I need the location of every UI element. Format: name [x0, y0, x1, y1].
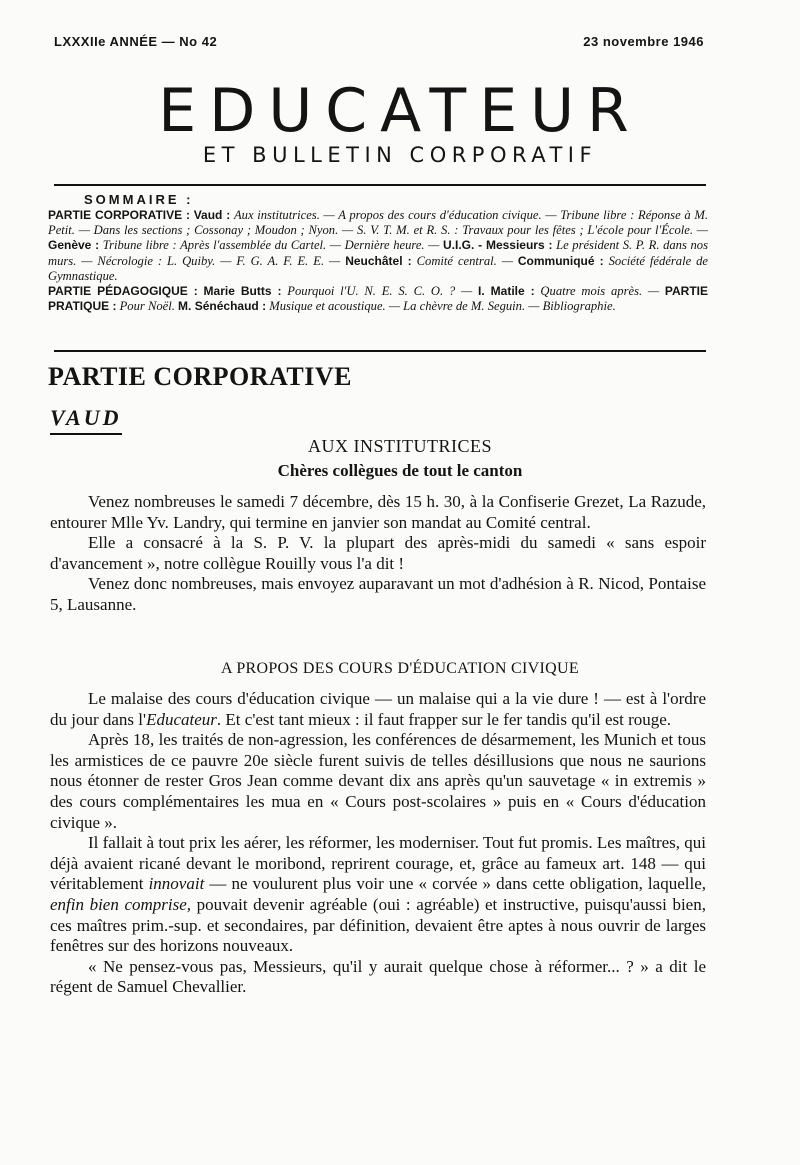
table-of-contents — [48, 208, 708, 314]
journal-title: EDUCATEUR — [158, 76, 642, 146]
toc-label: Neuchâtel : — [345, 253, 412, 268]
toc-entry: Pourquoi l'U. N. E. S. C. O. ? — — [287, 284, 473, 299]
toc-entry: Le président S. P. R. dans nos murs. — Nécrologie : L. Quiby. — F. G. A. F. E. E. — — [48, 238, 708, 268]
text-emphasis: innovait — [148, 874, 205, 894]
toc-label: I. Matile : — [478, 284, 535, 299]
paragraph — [50, 689, 706, 730]
divider-bottom — [54, 350, 706, 352]
section-title: PARTIE CORPORATIVE — [48, 362, 352, 391]
text-emphasis: enfin bien comprise, — [50, 894, 192, 914]
issue-number: LXXXIIe ANNÉE — No 42 — [54, 34, 218, 49]
text: . Et c'est tant mieux : il faut frapper sur le fer tandis qu'il est rouge. — [216, 709, 672, 729]
text: pouvait devenir agréable (oui : agréable) et instructive, puisqu'aussi bien, ces maîtres prim.-sup. et secondaires, par définition, devaient être aptes à nous ouvrir de larges fenêtres sur des horizons nouveaux. — [50, 894, 706, 956]
text-emphasis: Educateur — [146, 709, 217, 729]
text: — ne voulurent plus voir une « corvée » dans cette obligation, laquelle, — [204, 874, 706, 894]
paragraph: Venez donc nombreuses, mais envoyez auparavant un mot d'adhésion à R. Nicod, Pontaise 5, Lausanne. — [50, 574, 706, 614]
issue-date: 23 novembre 1946 — [583, 34, 704, 49]
toc-entry: Musique et acoustique. — La chèvre de M. Seguin. — Bibliographie. — [269, 299, 616, 314]
toc-entry: Tribune libre : Après l'assemblée du Cartel. — Dernière heure. — — [102, 238, 440, 253]
masthead-topline — [54, 34, 704, 52]
divider-top — [54, 184, 706, 186]
toc-entry: Pour Noël. — [119, 299, 175, 314]
toc-label: Communiqué : — [517, 253, 604, 268]
toc-label: U.I.G. - Messieurs : — [443, 238, 553, 253]
text: Il fallait à tout prix les aérer, les réformer, les moderniser. Tout fut promis. Les maîtres, qui déjà avaient ricané devant le moribond, reprirent courage, et, grâce au fameux art. 148 — qui véritablement — [50, 833, 706, 894]
toc-entry: Aux institutrices. — A propos des cours d'éducation civique. — Tribune libre : Réponse à M. Petit. — Dans les sections ; Cossonay ; Moudon ; Nyon. — S. V. T. M. et R. S. : Travaux pour les fêtes ; L'école pour l'École. — — [48, 208, 708, 238]
canton-heading: VAUD — [50, 405, 122, 435]
toc-label: PARTIE PÉDAGOGIQUE : — [48, 284, 198, 299]
sommaire-heading: SOMMAIRE : — [84, 192, 194, 207]
journal-subtitle: ET BULLETIN CORPORATIF — [202, 143, 598, 167]
article-body-institutrices — [50, 492, 706, 616]
toc-label: Genève : — [48, 238, 100, 253]
toc-entry: Comité central. — — [416, 253, 513, 268]
toc-label: M. Sénéchaud : — [178, 299, 267, 314]
toc-label: PARTIE PRATIQUE : — [48, 284, 709, 314]
paragraph — [50, 833, 706, 957]
toc-corporative — [48, 208, 708, 284]
toc-label: PARTIE CORPORATIVE : — [48, 208, 190, 222]
paragraph: Elle a consacré à la S. P. V. la plupart des après-midi du samedi « sans espoir d'avancement », notre collègue Rouilly vous l'a dit ! — [50, 533, 706, 573]
article-body-civique — [50, 689, 706, 998]
toc-pedagogique — [48, 284, 708, 314]
text: Le malaise des cours d'éducation civique — un malaise qui a la vie dure ! — est à l'ordre du jour dans l' — [50, 689, 706, 729]
toc-label: Vaud : — [193, 208, 231, 222]
article-heading-civique: A PROPOS DES COURS D'ÉDUCATION CIVIQUE — [221, 660, 579, 677]
toc-entry: Quatre mois après. — — [540, 284, 660, 299]
article-subheading: Chères collègues de tout le canton — [277, 461, 523, 480]
paragraph: « Ne pensez-vous pas, Messieurs, qu'il y aurait quelque chose à réformer... ? » a dit le régent de Samuel Chevallier. — [50, 956, 706, 997]
paragraph: Venez nombreuses le samedi 7 décembre, dès 15 h. 30, à la Confiserie Grezet, La Razude, entourer Mlle Yv. Landry, qui termine en janvier son mandat au Comité central. — [50, 492, 706, 532]
article-heading: AUX INSTITUTRICES — [308, 436, 492, 456]
toc-label: Marie Butts : — [203, 284, 282, 299]
paragraph: Après 18, les traités de non-agression, les conférences de désarmement, les Munich et tous les armistices de ce pauvre 20e siècle furent suivis de telles désillusions que nous ne saurions nous étonner de rester Gros Jean comme devant dix ans après qu'un sauvetage « in extremis » des cours complémentaires les mua en « Cours post-scolaires » puis en « Cours d'éducation civique ». — [50, 730, 706, 832]
toc-entry: Société fédérale de Gymnastique. — [48, 253, 709, 283]
